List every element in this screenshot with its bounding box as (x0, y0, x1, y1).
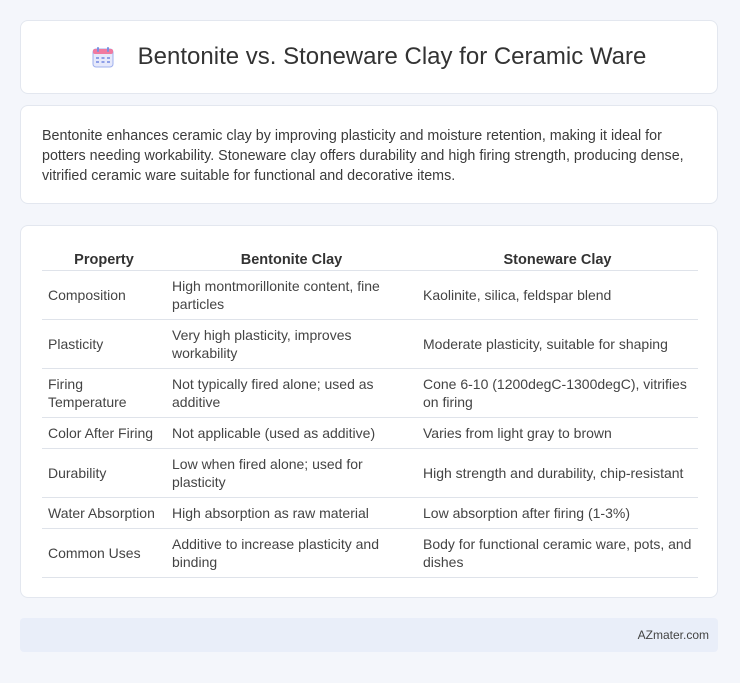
comparison-table (42, 244, 698, 578)
table-cell: Durability (42, 449, 166, 498)
table-cell: Water Absorption (42, 498, 166, 529)
page-title-text: Bentonite vs. Stoneware Clay for Ceramic Ware (137, 43, 647, 70)
calendar-icon (92, 46, 114, 68)
table-cell: Kaolinite, silica, feldspar blend (417, 271, 698, 320)
table-cell: Color After Firing (42, 418, 166, 449)
table-cell: Cone 6-10 (1200degC-1300degC), vitrifies on firing (417, 369, 698, 418)
summary-text: Bentonite enhances ceramic clay by improving plasticity and moisture retention, making it ideal for potters needing workability. Stoneware clay offers durability and high firing strength, producing dense, vitrified ceramic ware suitable for functional and decorative items. (42, 128, 684, 184)
table-row (42, 498, 698, 529)
table-row (42, 418, 698, 449)
column-header-property: Property (42, 244, 166, 271)
footer-brand[interactable]: AZmater.com (637, 628, 709, 642)
table-cell: Common Uses (42, 529, 166, 578)
table-row (42, 369, 698, 418)
table-cell: Additive to increase plasticity and binding (166, 529, 417, 578)
table-row (42, 449, 698, 498)
summary-card (20, 105, 718, 204)
column-header-stoneware: Stoneware Clay (417, 244, 698, 271)
page-title (92, 43, 647, 71)
table-cell: High strength and durability, chip-resistant (417, 449, 698, 498)
table-cell: Not applicable (used as additive) (166, 418, 417, 449)
table-cell: Moderate plasticity, suitable for shaping (417, 320, 698, 369)
table-row (42, 271, 698, 320)
footer (20, 618, 718, 652)
title-card (20, 20, 718, 94)
table-row (42, 320, 698, 369)
table-cell: Composition (42, 271, 166, 320)
table-cell: Firing Temperature (42, 369, 166, 418)
comparison-table-card (20, 225, 718, 598)
table-cell: Varies from light gray to brown (417, 418, 698, 449)
table-cell: Low when fired alone; used for plasticity (166, 449, 417, 498)
table-cell: Very high plasticity, improves workability (166, 320, 417, 369)
table-row (42, 529, 698, 578)
table-cell: Not typically fired alone; used as additive (166, 369, 417, 418)
table-cell: Body for functional ceramic ware, pots, and dishes (417, 529, 698, 578)
table-cell: Plasticity (42, 320, 166, 369)
table-cell: Low absorption after firing (1-3%) (417, 498, 698, 529)
table-cell: High montmorillonite content, fine particles (166, 271, 417, 320)
table-cell: High absorption as raw material (166, 498, 417, 529)
table-header-row (42, 244, 698, 271)
column-header-bentonite: Bentonite Clay (166, 244, 417, 271)
